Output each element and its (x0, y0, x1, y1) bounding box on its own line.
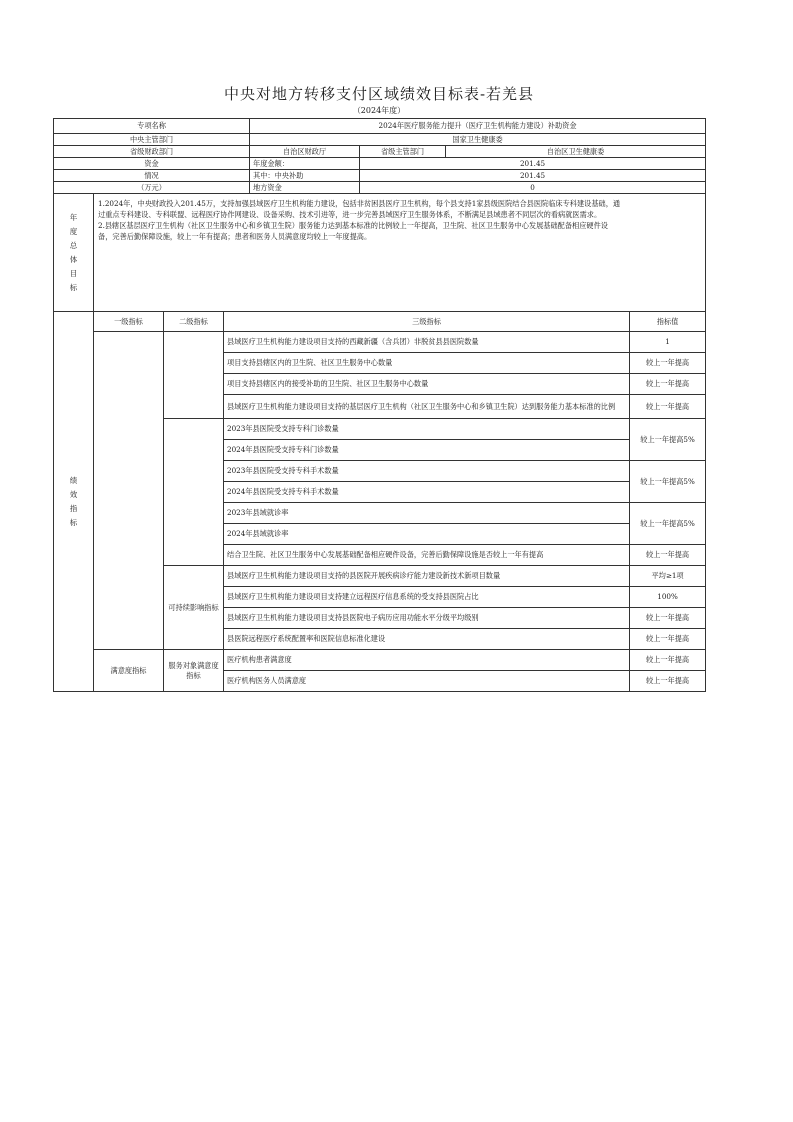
indicator-row: 医疗机构医务人员满意度 (224, 671, 630, 692)
overview-label (54, 194, 94, 312)
col-level2-header: 二级指标 (164, 312, 224, 332)
indicator-value: 较上一年提高 (630, 650, 706, 671)
indicator-row: 2023年县医院受支持专科门诊数量 (224, 419, 630, 440)
indicator-value: 1 (630, 332, 706, 353)
funds-label-1: 资金 (54, 158, 250, 170)
indicator-value: 较上一年提高 (630, 353, 706, 374)
indicator-value: 较上一年提高 (630, 395, 706, 419)
indicator-value: 平均≥1项 (630, 566, 706, 587)
indicator-row: 县医院远程医疗系统配置率和医院信息标准化建设 (224, 629, 630, 650)
indicator-row: 结合卫生院、社区卫生服务中心发展基础配备相应硬件设备，完善后勤保障设施是否较上一年有提高 (224, 545, 630, 566)
annual-amount-value: 201.45 (360, 158, 706, 170)
overview-line: 2.县辖区基层医疗卫生机构（社区卫生服务中心和乡镇卫生院）服务能力达到基本标准的比例较上一年提高，卫生院、社区卫生服务中心发展基础配备相应硬件设 (98, 221, 608, 230)
indicators-section-text: 绩 效 指 标 (69, 475, 78, 527)
indicator-row: 县域医疗卫生机构能力建设项目支持的西藏新疆（含兵团）非脱贫县县医院数量 (224, 332, 630, 353)
col-value-header: 指标值 (630, 312, 706, 332)
level2-satisfaction-label: 服务对象满意度指标 (164, 650, 224, 692)
project-value: 2024年医疗服务能力提升（医疗卫生机构能力建设）补助资金 (250, 119, 706, 134)
page-title: 中央对地方转移支付区域绩效目标表-若羌县 (223, 85, 535, 103)
col-level1-header: 一级指标 (94, 312, 164, 332)
indicator-row: 县域医疗卫生机构能力建设项目支持建立远程医疗信息系统的受支持县医院占比 (224, 587, 630, 608)
overview-label-text: 年 度 总 体 目 标 (69, 212, 78, 292)
indicator-value: 较上一年提高5% (630, 503, 706, 545)
level2-sustain-label: 可持续影响指标 (164, 566, 224, 650)
indicator-row: 2023年县医院受支持专科手术数量 (224, 461, 630, 482)
indicators-section-label (54, 312, 94, 692)
indicator-row: 县域医疗卫生机构能力建设项目支持的县医院开展疾病诊疗能力建设新技术新项目数量 (224, 566, 630, 587)
indicator-row: 2024年县医院受支持专科门诊数量 (224, 440, 630, 461)
funds-label-3: （万元） (54, 182, 250, 194)
level2-quantity-cell (164, 332, 224, 419)
col-level3-header: 三级指标 (224, 312, 630, 332)
central-subsidy-label: 其中：中央补助 (250, 170, 360, 182)
indicator-row: 2024年县域就诊率 (224, 524, 630, 545)
indicator-row: 项目支持县辖区内的卫生院、社区卫生服务中心数量 (224, 353, 630, 374)
project-label: 专项名称 (54, 119, 250, 134)
indicator-value: 较上一年提高 (630, 671, 706, 692)
overview-line: 1.2024年，中央财政投入201.45万，支持加强县域医疗卫生机构能力建设，包括非贫困县医疗卫生机构，每个县支持1家县级医院结合县医院临床专科建设基础，通 (98, 199, 621, 208)
level1-satisfaction-label: 满意度指标 (94, 650, 164, 692)
indicator-row: 2023年县域就诊率 (224, 503, 630, 524)
indicator-value: 较上一年提高 (630, 374, 706, 395)
page-subtitle: （2024年度） (352, 106, 406, 115)
funds-label-2: 情况 (54, 170, 250, 182)
indicator-value: 100% (630, 587, 706, 608)
central-dept-label: 中央主管部门 (54, 134, 250, 146)
central-subsidy-value: 201.45 (360, 170, 706, 182)
overview-content (94, 194, 706, 312)
overview-line: 过重点专科建设、专科联盟、远程医疗协作网建设、设备采购、技术引进等，进一步完善县域医疗卫生服务体系，不断满足县域患者不同层次的看病就医需求。 (98, 210, 602, 219)
indicator-value: 较上一年提高5% (630, 419, 706, 461)
indicator-value: 较上一年提高5% (630, 461, 706, 503)
overview-line: 备，完善后勤保障设施，较上一年有提高；患者和医务人员满意度均较上一年度提高。 (98, 232, 372, 241)
local-funds-label: 地方资金 (250, 182, 360, 194)
indicator-row: 县域医疗卫生机构能力建设项目支持县医院电子病历应用功能水平分级平均级别 (224, 608, 630, 629)
level2-effect-cell (164, 419, 224, 566)
indicator-value: 较上一年提高 (630, 545, 706, 566)
prov-fin-value: 自治区财政厅 (250, 146, 360, 158)
local-funds-value: 0 (360, 182, 706, 194)
indicator-row: 县域医疗卫生机构能力建设项目支持的基层医疗卫生机构（社区卫生服务中心和乡镇卫生院）达到服务能力基本标准的比例 (224, 395, 630, 419)
performance-table (53, 118, 706, 692)
central-dept-value: 国家卫生健康委 (250, 134, 706, 146)
level1-output-cell (94, 332, 164, 650)
indicator-value: 较上一年提高 (630, 608, 706, 629)
prov-dept-value: 自治区卫生健康委 (446, 146, 706, 158)
prov-fin-label: 省级财政部门 (54, 146, 250, 158)
indicator-row: 项目支持县辖区内的接受补助的卫生院、社区卫生服务中心数量 (224, 374, 630, 395)
indicator-row: 医疗机构患者满意度 (224, 650, 630, 671)
document-page (53, 84, 705, 692)
prov-dept-label: 省级主管部门 (360, 146, 446, 158)
indicator-value: 较上一年提高 (630, 629, 706, 650)
indicator-row: 2024年县医院受支持专科手术数量 (224, 482, 630, 503)
annual-amount-label: 年度金额： (250, 158, 360, 170)
